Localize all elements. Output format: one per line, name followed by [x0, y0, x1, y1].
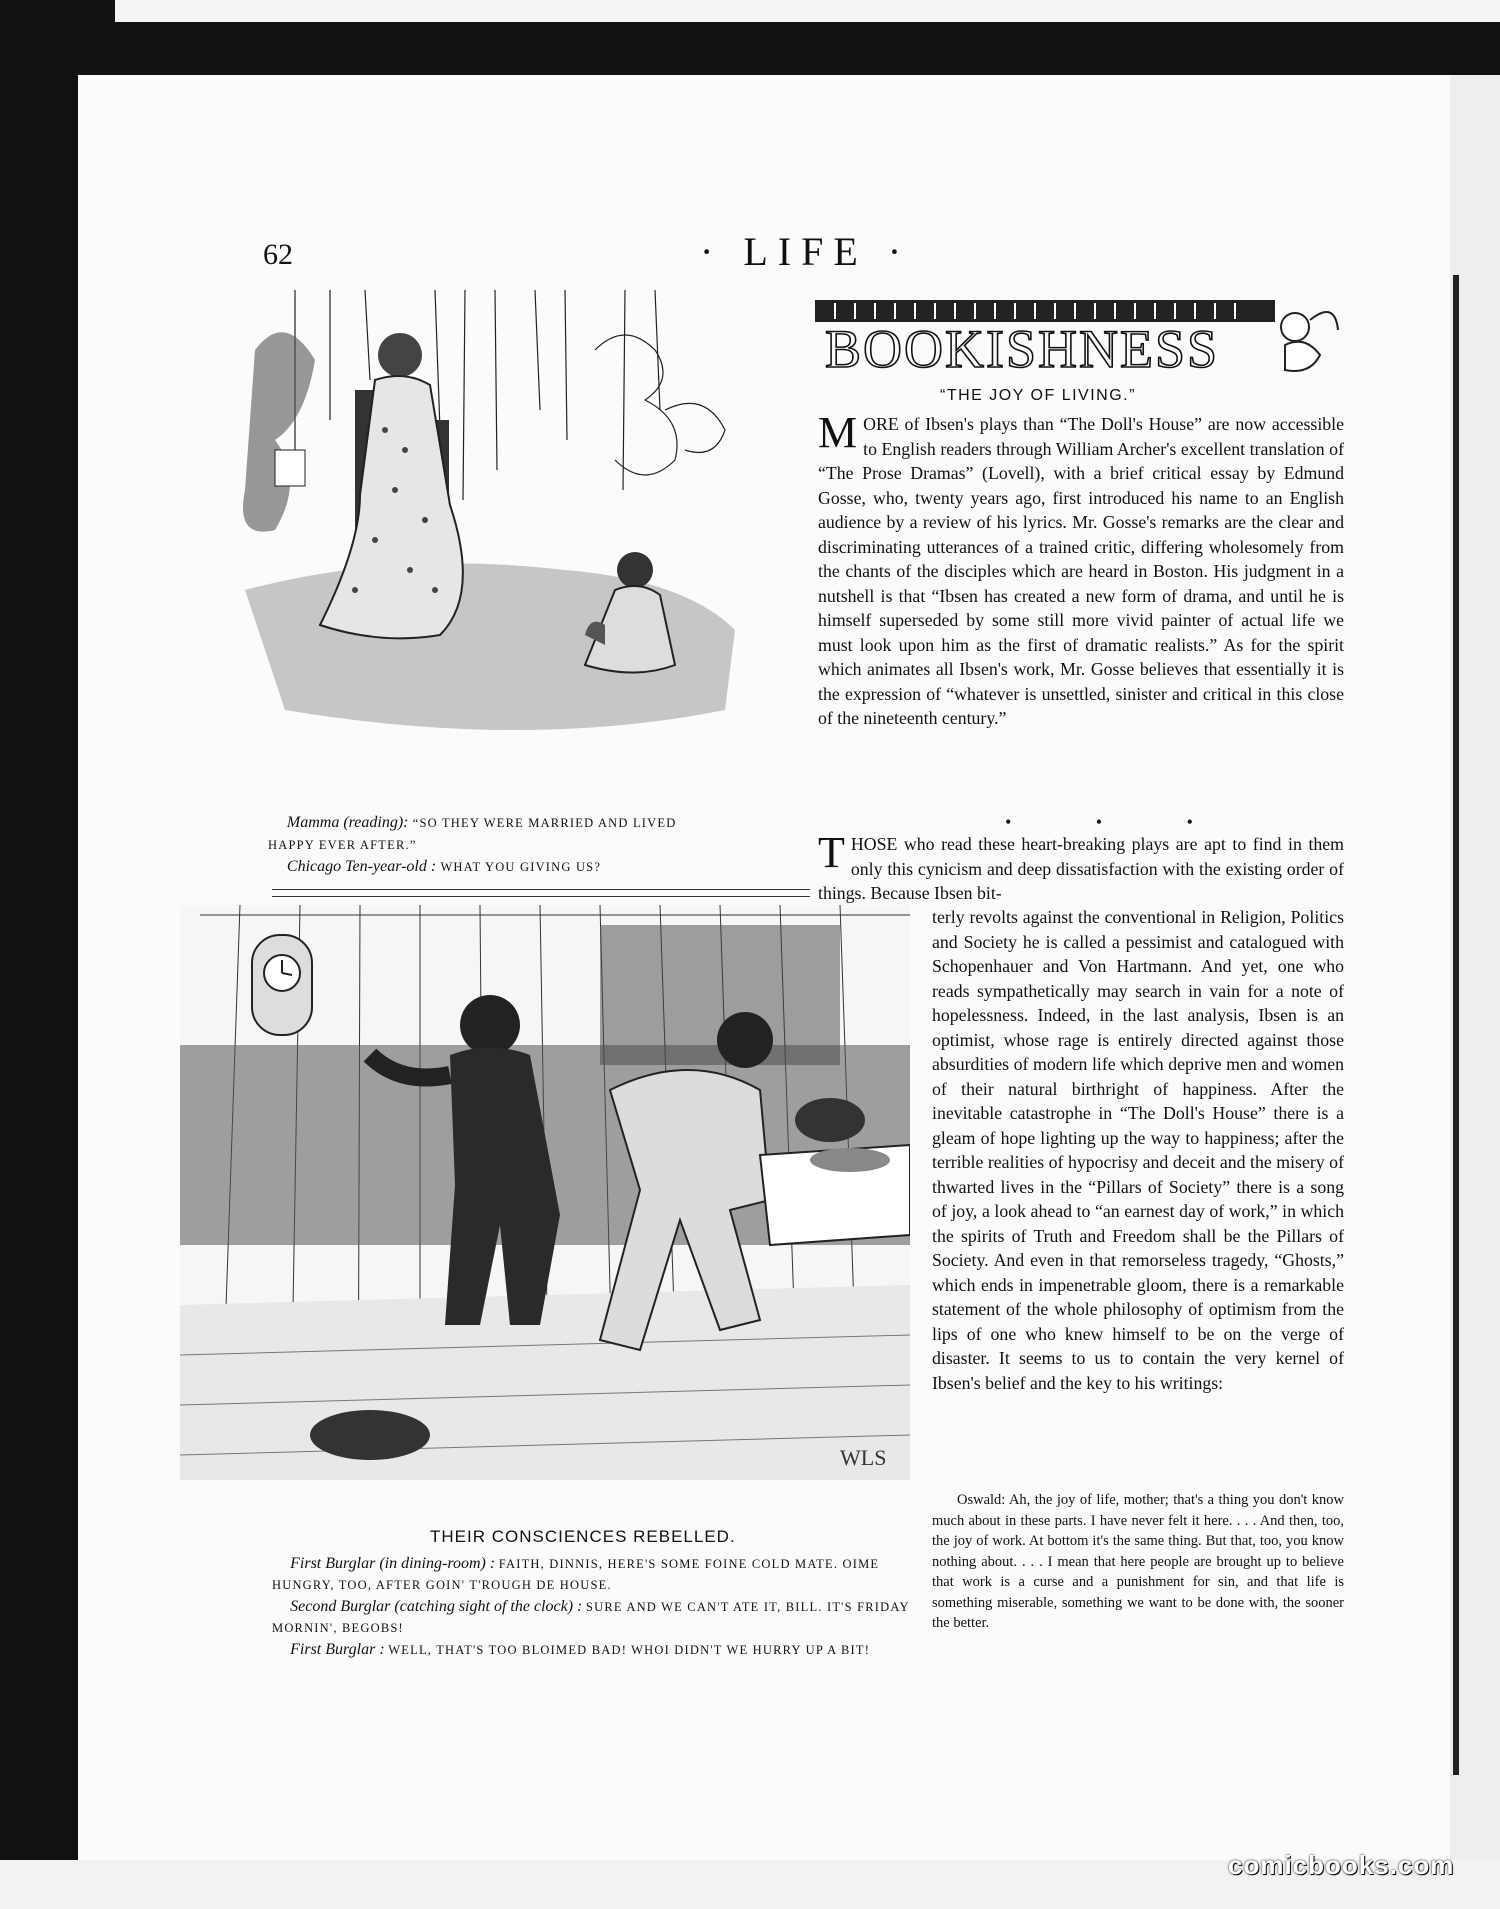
caption-text: WHAT YOU GIVING US?	[440, 860, 602, 874]
caption-text: WELL, THAT'S TOO BLOIMED BAD! WHOI DIDN'T WE HURRY UP A BIT!	[388, 1643, 871, 1657]
essay-title: “THE JOY OF LIVING.”	[940, 387, 1136, 404]
cartoon2-title: THEIR CONSCIENCES REBELLED.	[430, 1527, 736, 1546]
caption-text: HAPPY EVER AFTER.”	[268, 838, 417, 852]
page-number: 62	[263, 238, 293, 271]
bookishness-banner	[815, 295, 1340, 380]
caption-text: SURE AND WE CAN'T ATE IT, BILL. IT'S FRIDAY MORNIN', BEGOBS!	[272, 1600, 910, 1635]
essay-paragraph-2-continued: terly revolts against the conventional in Religion, Politics and Society he is called a pessimist and catalogued with Schopenhauer and Von Hartmann. And yet, one who reads sympathetically may search in vain for a note of hopelessness. Indeed, in the last analysis, Ibsen is an optimist, whose rage is entirely directed against those absurdities of modern life which deprive men and women of their natural birthright of happiness. After the inevitable catastrophe in “The Doll's House” there is a gleam of hope lighting up the way to happiness; after the terrible realities of hypocrisy and deceit and the misery of thwarted lives in the “Pillars of Society” there is a song of joy, a look ahead to “an earnest day of work,” in which the spirits of Truth and Freedom shall be the Pillars of Society. And even in that remorseless tragedy, “Ghosts,” which ends in impenetrable gloom, there is a remarkable statement of the whole philosophy of optimism from the lips of one who knew himself to be on the verge of disaster. It seems to us to contain the very kernel of Ibsen's belief and the key to his writings:	[932, 907, 1344, 1393]
oswald-quote	[932, 1490, 1344, 1634]
drop-cap: M	[818, 408, 858, 457]
caption-speaker: Chicago Ten-year-old :	[286, 858, 437, 875]
illustration-burglars	[180, 905, 910, 1480]
caption-speaker: Mamma (reading):	[286, 814, 409, 831]
section-separator: • • •	[1005, 812, 1233, 832]
cartoon2-caption	[272, 1553, 912, 1661]
banner-title: BOOKISHNESS	[825, 319, 1220, 379]
essay-paragraph-1	[818, 408, 1344, 731]
watermark: comicbooks.com	[1228, 1850, 1455, 1880]
scan-right-edge	[1450, 75, 1500, 1865]
caption-text: FAITH, DINNIS, HERE'S SOME FOINE COLD MATE. OIME HUNGRY, TOO, AFTER GOIN' T'ROUGH DE HOUSE.	[272, 1557, 880, 1592]
masthead-title: · LIFE ·	[700, 229, 912, 274]
caption-speaker: Second Burglar (catching sight of the clock) :	[290, 1598, 583, 1615]
caption-text: “SO THEY WERE MARRIED AND LIVED	[412, 816, 677, 830]
quote-text: Oswald: Ah, the joy of life, mother; that's a thing you don't know much about in these parts. I have never felt it here. . . . And then, too, the joy of work. At bottom it's the same thing. But that, too, you know nothing about. . . . I mean that here people are brought up to believe that work is a curse and a punishment for sin, and that life is something miserable, something we want to be done with, the sooner the better.	[932, 1492, 1344, 1631]
section-divider	[272, 889, 810, 897]
illustrator-signature: WLS	[840, 1445, 887, 1470]
caption-speaker: First Burglar :	[290, 1641, 385, 1658]
illustration-mother-reading	[235, 290, 755, 790]
paragraph-text: HOSE who read these heart-breaking plays are apt to find in them only this cynicism and deep dissatisfaction with the existing order of things. Because Ibsen bit-	[818, 834, 1344, 903]
scan-top-edge	[115, 0, 1500, 22]
caption-speaker: First Burglar (in dining-room) :	[290, 1555, 496, 1572]
paragraph-text: ORE of Ibsen's plays than “The Doll's House” are now accessible to English readers through William Archer's excellent translation of “The Prose Dramas” (Lovell), with a brief critical essay by Edmund Gosse, who, twenty years ago, first introduced his name to an English audience by a review of his lyrics. Mr. Gosse's remarks are the clear and discriminating utterances of a trained critic, differing wholesomely from the chants of the disciples which are heard in Boston. His judgment in a nutshell is that “Ibsen has created a new form of drama, and until he is himself superseded by some still more vivid painter of actual life we must look upon him as the first of dramatic realists.” As for the spirit which animates all Ibsen's work, Mr. Gosse believes that essentially it is the expression of “whatever is unsettled, sinister and critical in this close of the nineteenth century.”	[818, 414, 1344, 728]
cartoon1-caption	[270, 812, 795, 878]
drop-cap: T	[818, 828, 845, 877]
essay-paragraph-2-start	[818, 828, 1344, 906]
